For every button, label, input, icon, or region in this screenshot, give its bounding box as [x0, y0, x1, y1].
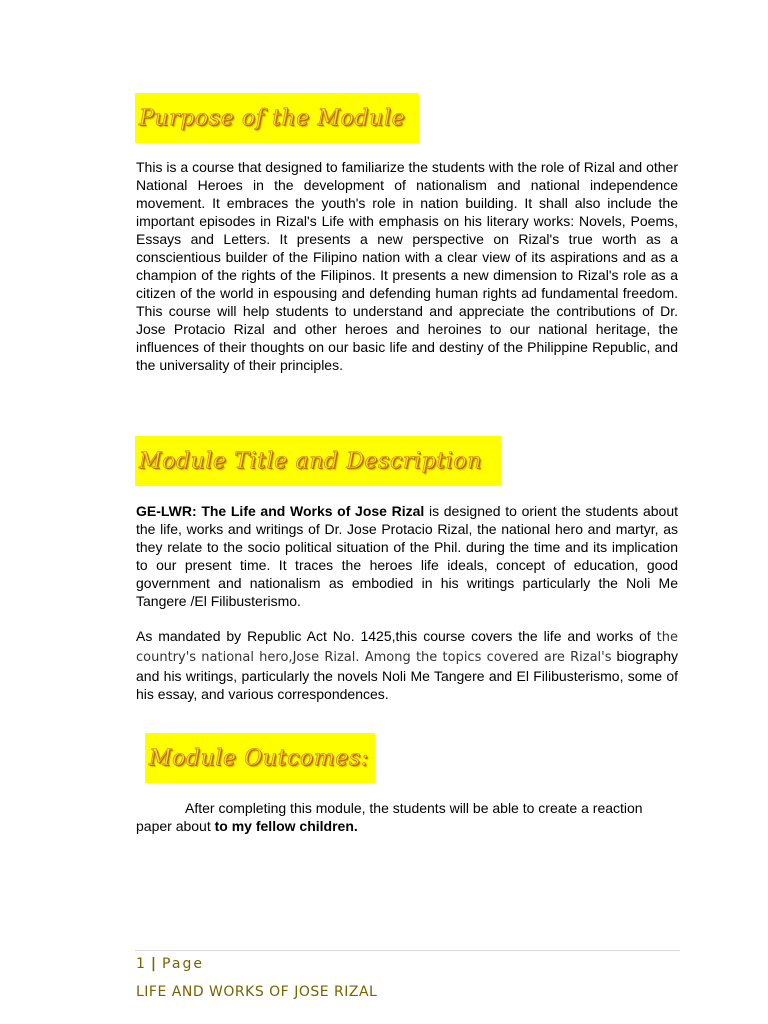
page-separator: | [150, 956, 159, 972]
outcomes-heading: Module Outcomes: [149, 745, 369, 771]
footer-page-number [136, 956, 204, 972]
outcomes-bold-text: to my fellow children. [214, 818, 358, 834]
purpose-heading-box [135, 93, 419, 143]
title-description-heading: Module Title and Description [139, 448, 483, 474]
title-description-paragraph-2 [136, 627, 678, 703]
title-description-paragraph-1 [136, 502, 678, 610]
mandate-text-alt-font: the country's national hero,Jose Rizal. Among the topics covered are Rizal's [136, 630, 679, 665]
course-code-title: GE-LWR: The Life and Works of Jose Rizal [136, 503, 425, 519]
outcomes-text: After completing this module, the students will be able to create a reaction paper about [136, 800, 643, 834]
purpose-heading: Purpose of the Module [139, 105, 406, 131]
footer-divider [135, 950, 680, 951]
course-description-text: is designed to orient the students about the life, works and writings of Dr. Jose Protacio Rizal, the national hero and martyr, as they relate to the socio political situation of the Phil. during the time and its implication to our present time. It traces the heroes life ideals, concept of education, good government and nationalism as embodied in his writings particularly the Noli Me Tangere /El Filibusterismo. [136, 503, 679, 609]
footer-title: LIFE AND WORKS OF JOSE RIZAL [136, 984, 378, 1000]
outcomes-heading-box [145, 733, 375, 783]
page-number: 1 [136, 956, 147, 972]
title-description-heading-box [135, 436, 501, 486]
mandate-text-start: As mandated by Republic Act No. 1425,this course covers the life and works of [136, 628, 651, 644]
purpose-paragraph: This is a course that designed to familiarize the students with the role of Rizal and other National Heroes in the development of nationalism and national independence movement. It embraces the youth's role in nation building. It shall also include the important episodes in Rizal's Life with emphasis on his literary works: Novels, Poems, Essays and Letters. It presents a new perspective on Rizal's true worth as a conscientious builder of the Filipino nation with a clear view of its aspirations and as a champion of the rights of the Filipinos. It presents a new dimension to Rizal's role as a citizen of the world in espousing and defending human rights ad fundamental freedom. This course will help students to understand and appreciate the contributions of Dr. Jose Protacio Rizal and other heroes and heroines to our national heritage, the influences of their thoughts on our basic life and destiny of the Philippine Republic, and the universality of their principles. [136, 159, 678, 373]
page-label: Page [162, 956, 204, 972]
outcomes-paragraph [136, 799, 678, 835]
mandate-text-end: biography and his writings, particularly the novels Noli Me Tangere and El Filibusterismo, some of his essay, and various correspondences. [136, 648, 679, 702]
